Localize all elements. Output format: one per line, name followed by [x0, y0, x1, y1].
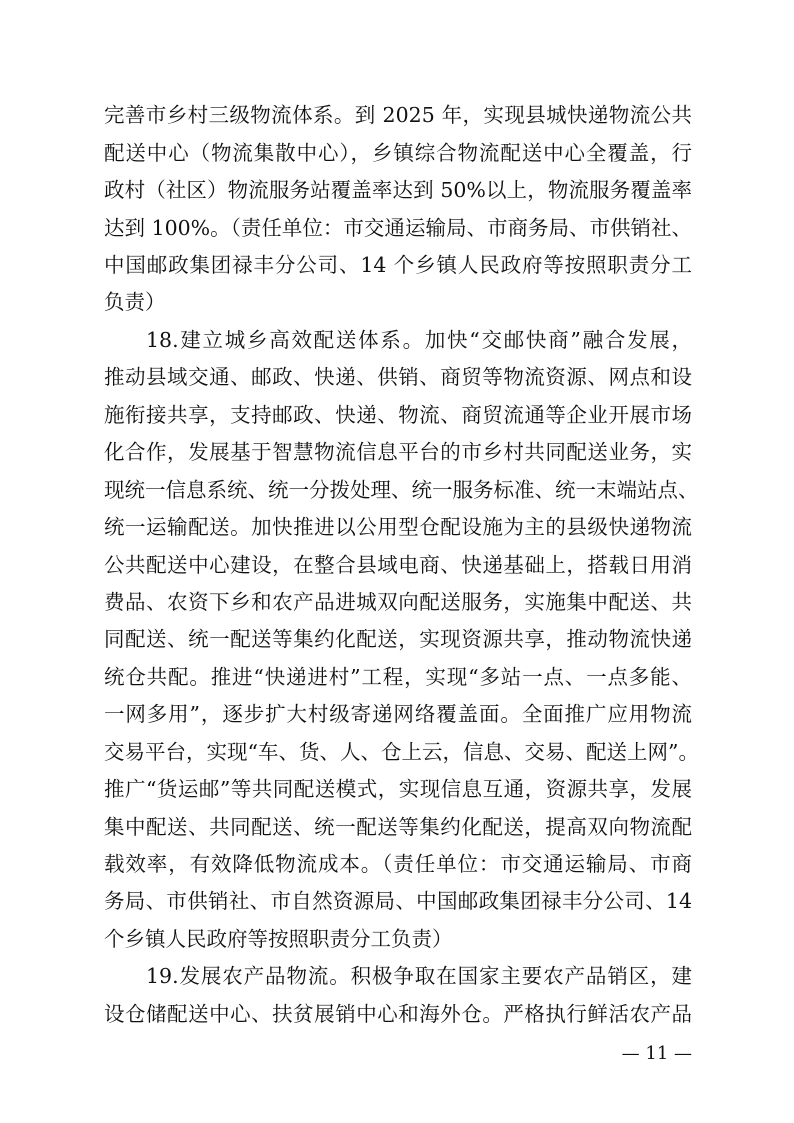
p2-line-8: 费品、农资下乡和农产品进城双向配送服务，实施集中配送、共: [104, 590, 692, 614]
p2-line-16: 务局、市供销社、市自然资源局、中国邮政集团禄丰分公司、14: [104, 889, 692, 913]
p1-line-5: 中国邮政集团禄丰分公司、14 个乡镇人民政府等按照职责分工: [104, 253, 692, 277]
p1-line-6: 负责）: [104, 290, 166, 314]
p2-line-6: 统一运输配送。加快推进以公用型仓配设施为主的县级快递物流: [104, 515, 692, 539]
p3-line-1: 19.发展农产品物流。积极争取在国家主要农产品销区，建: [146, 964, 692, 988]
p1-line-4: 达到 100%。（责任单位：市交通运输局、市商务局、市供销社、: [104, 216, 692, 240]
p2-line-15: 载效率，有效降低物流成本。（责任单位：市交通运输局、市商: [104, 852, 692, 876]
p2-line-4: 化合作，发展基于智慧物流信息平台的市乡村共同配送业务，实: [104, 440, 692, 464]
p2-line-12: 交易平台，实现“车、货、人、仓上云，信息、交易、配送上网”。: [104, 740, 699, 764]
p1-line-1: 完善市乡村三级物流体系。到 2025 年，实现县城快递物流公共: [104, 103, 692, 127]
page-number: — 11 —: [621, 1043, 692, 1064]
p2-line-1: 18.建立城乡高效配送体系。加快“交邮快商”融合发展，: [146, 328, 692, 352]
p3-line-2: 设仓储配送中心、扶贫展销中心和海外仓。严格执行鲜活农产品: [104, 1002, 692, 1026]
p2-line-11: 一网多用”，逐步扩大村级寄递网络覆盖面。全面推广应用物流: [104, 702, 692, 726]
p2-line-17: 个乡镇人民政府等按照职责分工负责）: [104, 927, 453, 951]
p2-line-10: 统仓共配。推进“快递进村”工程，实现“多站一点、一点多能、: [104, 665, 692, 689]
p2-line-2: 推动县域交通、邮政、快递、供销、商贸等物流资源、网点和设: [104, 365, 692, 389]
p2-line-5: 现统一信息系统、统一分拨处理、统一服务标准、统一末端站点、: [104, 478, 699, 502]
p2-line-14: 集中配送、共同配送、统一配送等集约化配送，提高双向物流配: [104, 815, 692, 839]
p2-line-13: 推广“货运邮”等共同配送模式，实现信息互通，资源共享，发展: [104, 777, 692, 801]
p1-line-2: 配送中心（物流集散中心），乡镇综合物流配送中心全覆盖，行: [104, 141, 692, 165]
p1-line-3: 政村（社区）物流服务站覆盖率达到 50%以上，物流服务覆盖率: [104, 178, 692, 202]
p2-line-3: 施衔接共享，支持邮政、快递、物流、商贸流通等企业开展市场: [104, 403, 692, 427]
p2-line-7: 公共配送中心建设，在整合县域电商、快递基础上，搭载日用消: [104, 553, 692, 577]
p2-line-9: 同配送、统一配送等集约化配送，实现资源共享，推动物流快递: [104, 627, 692, 651]
